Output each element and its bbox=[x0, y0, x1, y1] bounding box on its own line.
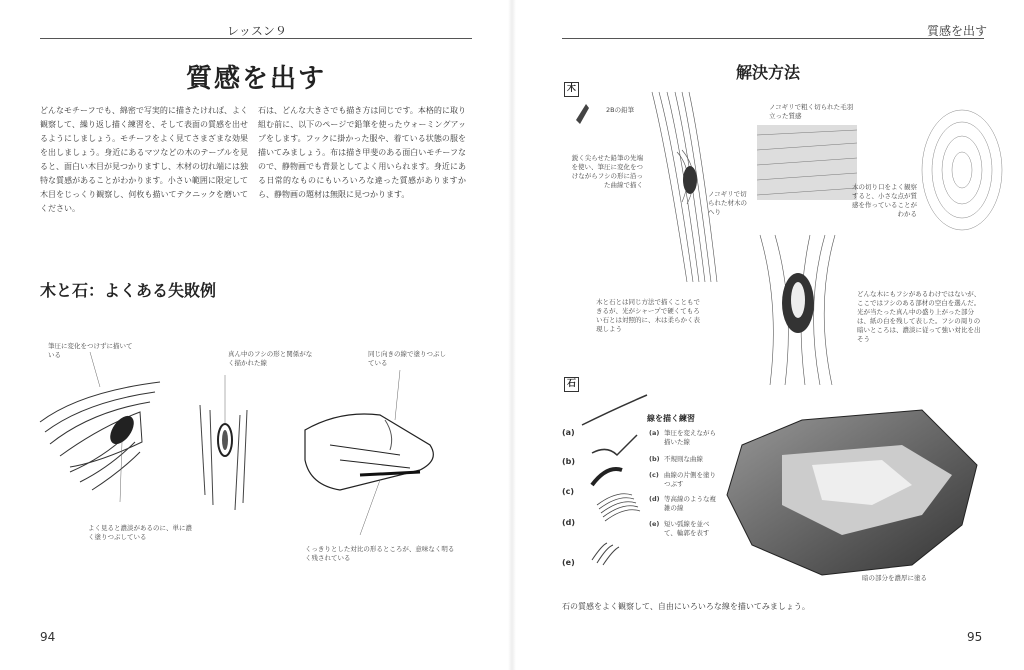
practice-letter-d-text: (d) bbox=[649, 495, 660, 503]
header-rule-right bbox=[562, 38, 984, 39]
practice-text-c: 曲線の片側を塗りつぶす bbox=[664, 471, 716, 488]
label-sawn-edge: ノコギリで切られた材木のへり bbox=[708, 190, 747, 216]
knot-drawing-good bbox=[750, 235, 840, 385]
running-head-right: 質感を出す bbox=[927, 24, 988, 38]
label-wood-vs-stone: 木と石とは同じ方法で描くこともできるが、光がシャープで硬くてもろい石とは対照的に、木は柔らかく表現しよう bbox=[596, 298, 700, 333]
practice-letter-a-text: (a) bbox=[649, 429, 660, 437]
body-text-col2: 石は、どんな大きさでも描き方は同じです。本格的に取り組む前に、以下のページで鉛筆を使ったウォーミングアップをします。フックに掛かった服や、着ている状態の服を描いてみましょう。布は描き甲斐のある面白いモチーフなので、静物画でも背景としてよく用いられます。身近にある日常的なものにもいろいろな違った質感がありますから、静物画の題材は無限に見つかります。 bbox=[258, 106, 466, 199]
practice-letter-c: (c) bbox=[562, 487, 575, 496]
label-dark-fill: よく見ると濃淡があるのに、単に濃く塗りつぶしている bbox=[88, 524, 192, 541]
label-same-direction: 同じ向きの線で塗りつぶしている bbox=[368, 350, 446, 367]
stone-drawing-good bbox=[722, 405, 987, 580]
wood-sketch-bad bbox=[40, 372, 180, 502]
label-sawn: ノコギリで粗く切られた毛羽立った質感 bbox=[769, 103, 854, 120]
practice-text-a: 筆圧を変えながら描いた線 bbox=[664, 429, 716, 446]
practice-letter-c-text: (c) bbox=[649, 471, 659, 479]
practice-letter-d: (d) bbox=[562, 518, 576, 527]
practice-text-b: 不規則な曲線 bbox=[664, 455, 703, 463]
knot-sketch-bad bbox=[195, 405, 255, 515]
page-title: 質感を出す bbox=[185, 64, 326, 94]
right-page bbox=[512, 0, 1024, 670]
label-end-grain: 木の切り口をよく観察すると、小さな点が質感を作っていることがわかる bbox=[852, 183, 917, 218]
practice-letter-e: (e) bbox=[562, 558, 575, 567]
end-grain-drawing bbox=[907, 100, 977, 240]
practice-letter-a: (a) bbox=[562, 428, 575, 437]
stone-box: 石 bbox=[564, 377, 579, 392]
practice-letter-b-text: (b) bbox=[649, 455, 660, 463]
label-no-pressure: 筆圧に変化をつけずに描いている bbox=[48, 342, 133, 359]
stone-sketch-bad bbox=[300, 400, 450, 500]
practice-title: 線を描く練習 bbox=[647, 414, 695, 423]
label-knot-lines: 真ん中のフシの形と関係がなく描かれた線 bbox=[228, 350, 313, 367]
label-sharp-pencil: 鋭く尖らせた鉛筆の先端を使い、筆圧に変化をつけながらフシの形に沿った曲線で描く bbox=[571, 154, 643, 189]
label-contrast: くっきりとした対比の形るところが、意味なく明るく残されている bbox=[305, 545, 455, 562]
practice-letter-b: (b) bbox=[562, 457, 576, 466]
bottom-caption: 石の質感をよく観察して、自由にいろいろな線を描いてみましょう。 bbox=[562, 602, 810, 611]
practice-text-e: 短い弧線を並べて、輪郭を表す bbox=[664, 520, 710, 537]
sawn-edge-drawing bbox=[757, 125, 857, 200]
page-number-right: 95 bbox=[967, 630, 983, 644]
page-number-left: 94 bbox=[40, 630, 56, 644]
label-stone-dark: 暗の部分を濃厚に塗る bbox=[862, 574, 927, 582]
body-text-col1: どんなモチーフでも、綿密で写実的に描きたければ、よく観察して、繰り返し描く練習を、そして表面の質感を出せるようにしましょう。モチーフをよく見てさまざまな効果を出しましょう。身近にあるマツなどの木のテーブルを見ると、面白い木目が見つかりますし、木材の切れ端には独特な質感があることがわかります。小さい範囲に限定して木目をじっくり観察し、何枚も描いてテクニックを磨いてください。 bbox=[40, 106, 248, 213]
wood-grain-drawing bbox=[647, 92, 717, 282]
label-2b-pencil: 2Bの鉛筆 bbox=[606, 106, 635, 114]
wood-box: 木 bbox=[564, 82, 579, 97]
label-knot-note: どんな木にもフシがあるわけではないが、ここではフシのある部材の空白を選んだ。光が当たった真ん中の盛り上がった部分は、紙の白を残して表した。フシの周りの暗いところは、濃淡に従って強い対比を出そう bbox=[857, 290, 981, 343]
solution-title: 解決方法 bbox=[735, 63, 800, 82]
running-head: レッスン９ bbox=[227, 24, 287, 38]
pencil-swatch bbox=[574, 102, 590, 126]
header-rule bbox=[40, 38, 472, 39]
practice-letter-e-text: (e) bbox=[649, 520, 660, 528]
practice-strokes bbox=[577, 395, 652, 565]
section-title: 木と石：よくある失敗例 bbox=[40, 281, 217, 300]
practice-text-d: 等高線のような複雑の線 bbox=[664, 495, 716, 512]
